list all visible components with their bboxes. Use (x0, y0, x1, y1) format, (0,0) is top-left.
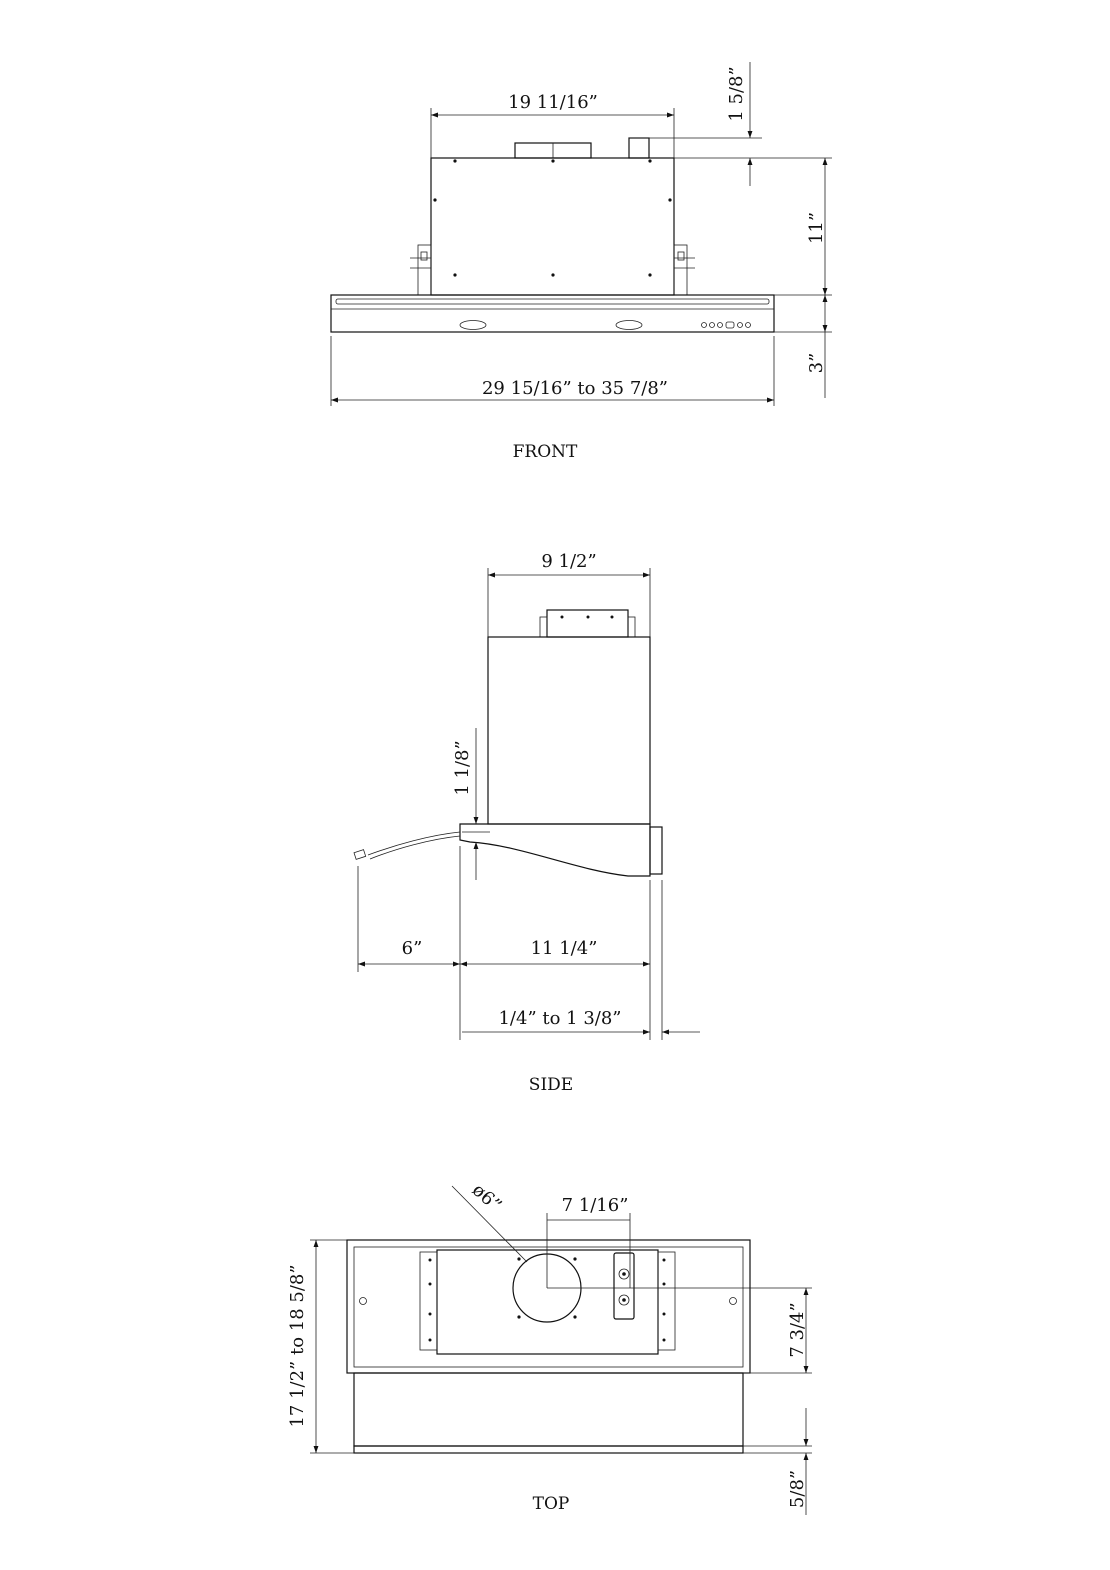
dim-front-visor-height: 3” (806, 352, 827, 374)
front-plug (629, 138, 649, 158)
view-label-top: TOP (532, 1494, 570, 1514)
power-cable (368, 832, 460, 855)
view-label-side: SIDE (528, 1075, 574, 1095)
top-visor (354, 1373, 743, 1446)
top-junction-box (614, 1253, 634, 1319)
view-label-front: FRONT (512, 442, 578, 462)
top-motor-housing (437, 1250, 658, 1354)
dim-side-lip: 1 1/8” (452, 740, 473, 796)
dim-side-top-depth: 9 1/2” (541, 551, 597, 572)
dim-side-extension: 6” (401, 938, 423, 959)
dim-top-duct-offset: 7 1/16” (561, 1195, 629, 1216)
light-right (616, 321, 642, 330)
dim-top-front-lip: 5/8” (787, 1469, 808, 1509)
top-outer-frame (347, 1240, 750, 1373)
dim-top-duct-diameter: ø6” (467, 1179, 506, 1217)
front-bracket-left (410, 245, 431, 295)
top-view (287, 1180, 812, 1515)
dim-front-collar-height: 1 5/8” (726, 66, 747, 122)
light-left (460, 321, 486, 330)
front-view (331, 62, 832, 462)
dim-top-duct-to-front: 7 3/4” (787, 1302, 808, 1358)
side-view (354, 551, 700, 1095)
dim-side-offset: 1/4” to 1 3/8” (498, 1008, 622, 1029)
dim-front-top-width: 19 11/16” (508, 92, 598, 113)
side-rear-stub (650, 827, 662, 874)
dim-top-overall-depth: 17 1/2” to 18 5/8” (287, 1264, 308, 1428)
front-bracket-right (674, 245, 695, 295)
dim-front-overall-width: 29 15/16” to 35 7/8” (481, 378, 669, 399)
side-collar (547, 610, 628, 637)
dim-side-body-depth: 11 1/4” (530, 938, 598, 959)
dim-front-body-height: 11” (806, 211, 827, 245)
front-visor (331, 295, 774, 332)
top-front-lip (354, 1446, 743, 1453)
control-buttons (702, 322, 751, 328)
side-body (488, 637, 650, 824)
